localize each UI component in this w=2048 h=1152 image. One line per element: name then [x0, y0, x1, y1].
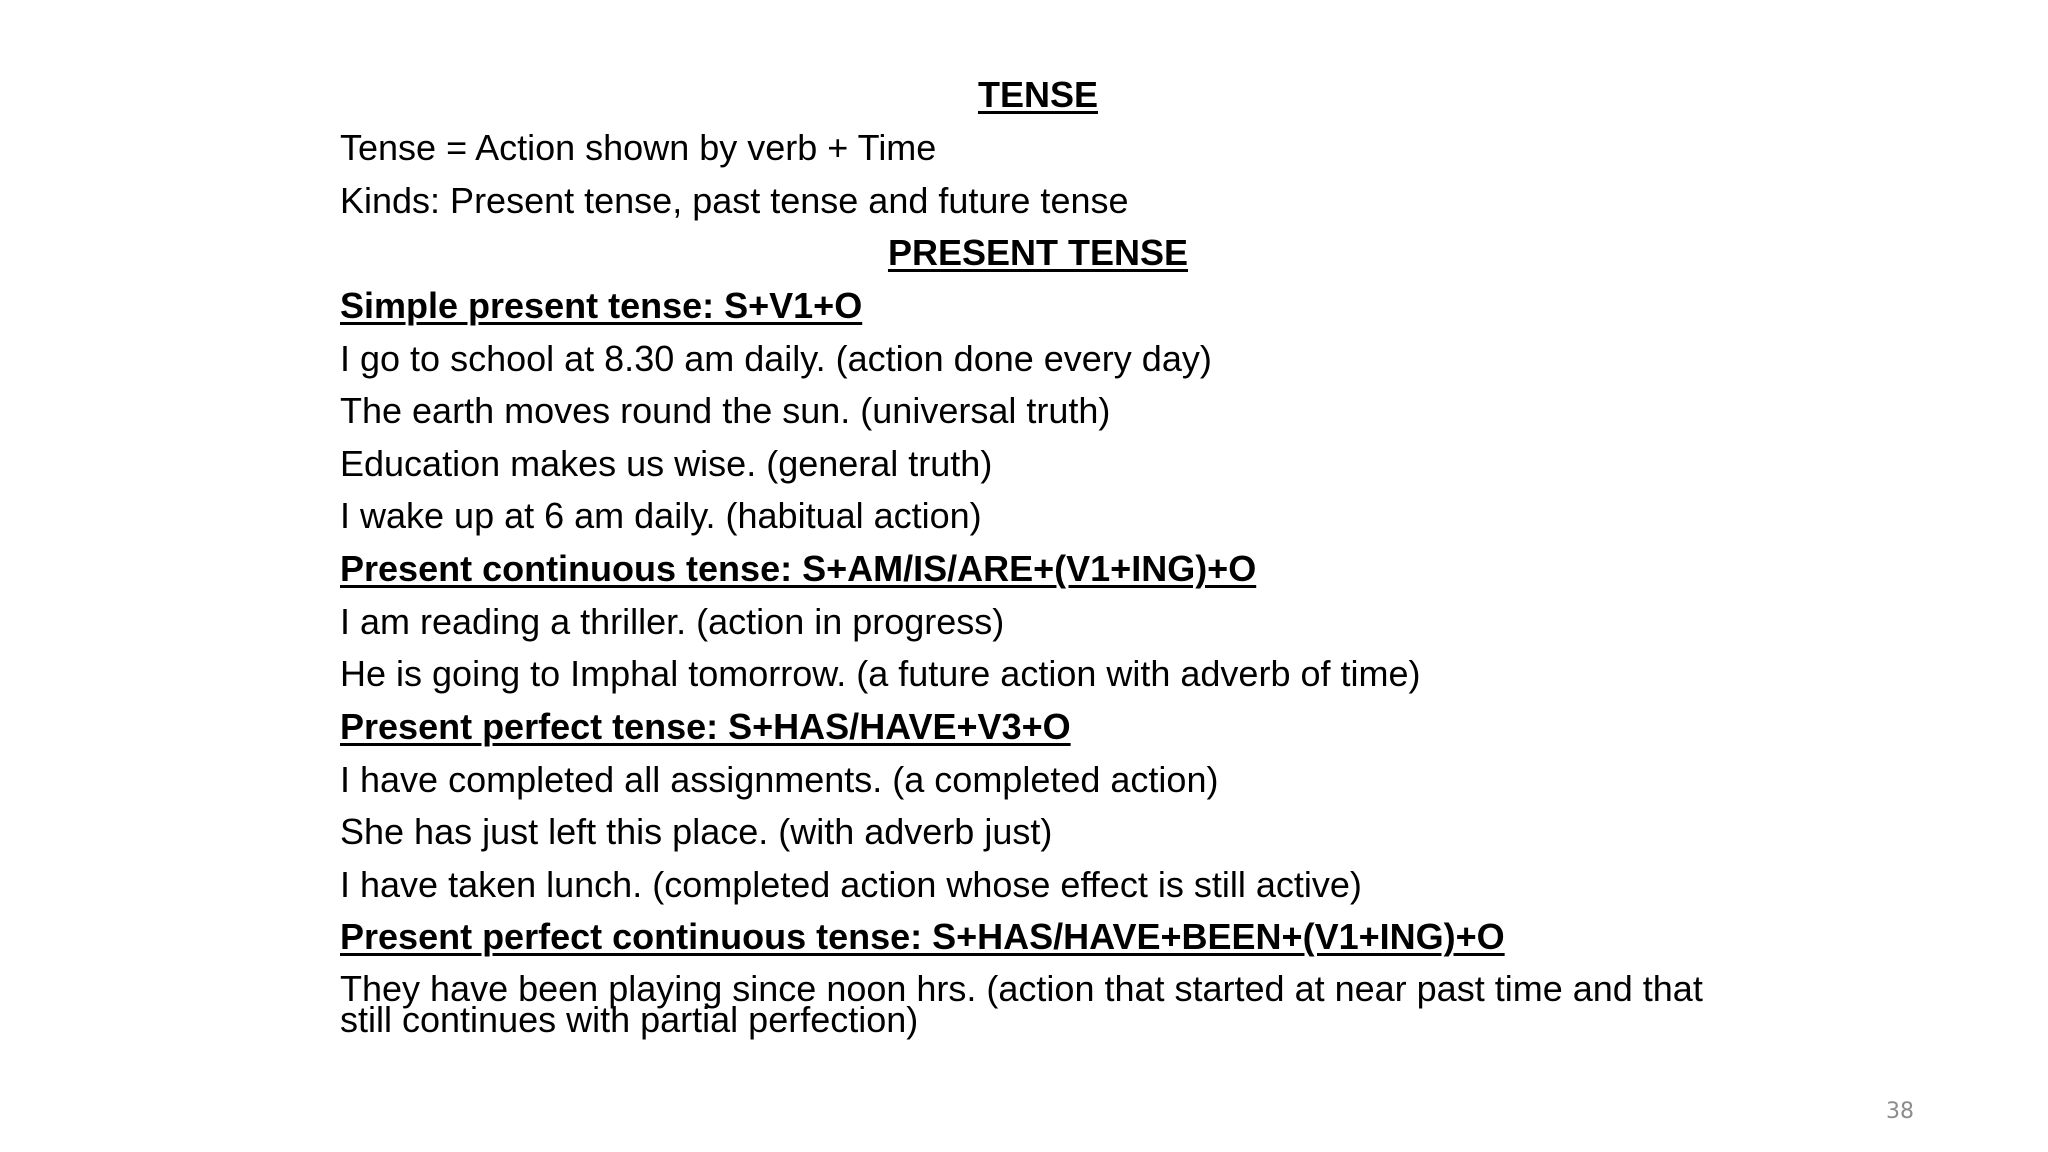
page-number: 38: [1886, 1099, 1914, 1124]
present-continuous-example: I am reading a thriller. (action in progress): [340, 601, 1005, 642]
tense-kinds: Kinds: Present tense, past tense and future tense: [340, 180, 1129, 221]
present-perfect-example: I have completed all assignments. (a completed action): [340, 759, 1219, 800]
slide-title: TENSE: [977, 74, 1099, 115]
present-continuous-example: He is going to Imphal tomorrow. (a future action with adverb of time): [340, 653, 1421, 694]
section-title: PRESENT TENSE: [887, 232, 1189, 273]
present-perfect-continuous-heading: Present perfect continuous tense: S+HAS/HAVE+BEEN+(V1+ING)+O: [340, 916, 1505, 957]
simple-present-example: I wake up at 6 am daily. (habitual action): [340, 495, 982, 536]
present-continuous-heading: Present continuous tense: S+AM/IS/ARE+(V1+ING)+O: [340, 548, 1257, 589]
tense-definition: Tense = Action shown by verb + Time: [340, 127, 937, 168]
present-perfect-example: I have taken lunch. (completed action whose effect is still active): [340, 864, 1362, 905]
simple-present-heading: Simple present tense: S+V1+O: [340, 285, 863, 326]
simple-present-example: The earth moves round the sun. (universal truth): [340, 390, 1111, 431]
simple-present-example: I go to school at 8.30 am daily. (action done every day): [340, 338, 1212, 379]
simple-present-example: Education makes us wise. (general truth): [340, 443, 993, 484]
present-perfect-heading: Present perfect tense: S+HAS/HAVE+V3+O: [340, 706, 1071, 747]
present-perfect-continuous-example: They have been playing since noon hrs. (action that started at near past time and that still continues with partial perfection): [340, 968, 1703, 1040]
present-perfect-example: She has just left this place. (with adverb just): [340, 811, 1053, 852]
